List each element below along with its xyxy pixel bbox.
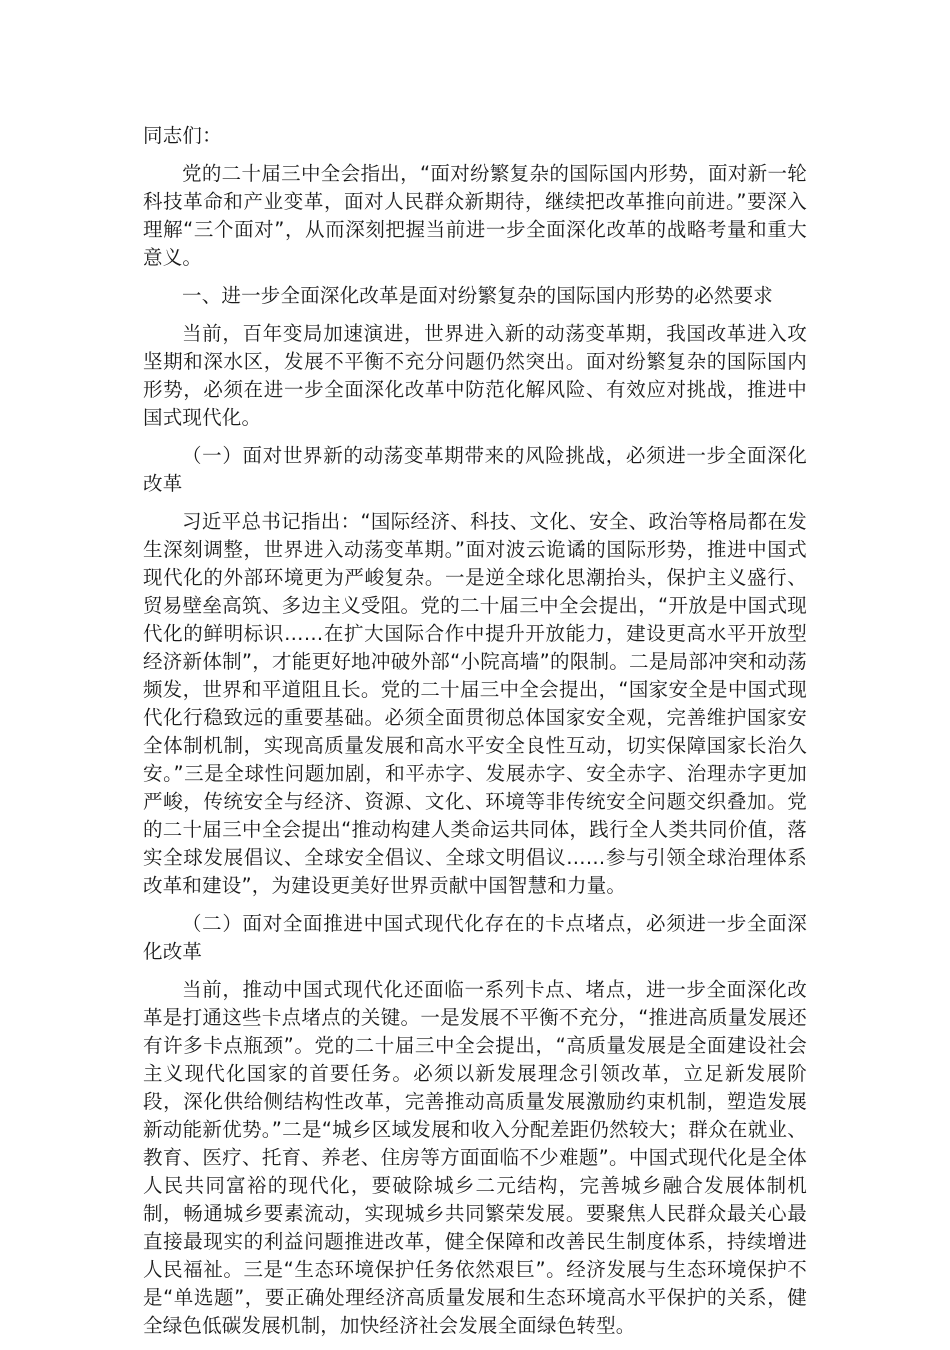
subsection-1-paragraph: 习近平总书记指出：“国际经济、科技、文化、安全、政治等格局都在发生深刻调整，世界进入动荡变革期。”面对波云诡谲的国际形势，推进中国式现代化的外部环境更为严峻复杂。一是逆全球化思潮抬头，保护主义盛行、贸易壁垒高筑、多边主义受阻。党的二十届三中全会提出，“开放是中国式现代化的鲜明标识……在扩大国际合作中提升开放能力，建设更高水平开放型经济新体制”，才能更好地冲破外部“小院高墙”的限制。二是局部冲突和动荡频发，世界和平道阻且长。党的二十届三中全会提出，“国家安全是中国式现代化行稳致远的重要基础。必须全面贯彻总体国家安全观，完善维护国家安全体制机制，实现高质量发展和高水平安全良性互动，切实保障国家长治久安。”三是全球性问题加剧，和平赤字、发展赤字、安全赤字、治理赤字更加严峻，传统安全与经济、资源、文化、环境等非传统安全问题交织叠加。党的二十届三中全会提出“推动构建人类命运共同体，践行全人类共同价值，落实全球发展倡议、全球安全倡议、全球文明倡议……参与引领全球治理体系改革和建设”，为建设更美好世界贡献中国智慧和力量。 [143,510,807,897]
intro-paragraph: 党的二十届三中全会指出，“面对纷繁复杂的国际国内形势，面对新一轮科技革命和产业变革，面对人民群众新期待，继续把改革推向前进。”要深入理解“三个面对”，从而深刻把握当前进一步全面深化改革的战略考量和重大意义。 [143,162,807,269]
subsection-2-paragraph: 当前，推动中国式现代化还面临一系列卡点、堵点，进一步全面深化改革是打通这些卡点堵点的关键。一是发展不平衡不充分，“推进高质量发展还有许多卡点瓶颈”。党的二十届三中全会提出，“高质量发展是全面建设社会主义现代化国家的首要任务。必须以新发展理念引领改革，立足新发展阶段，深化供给侧结构性改革，完善推动高质量发展激励约束机制，塑造发展新动能新优势。”二是“城乡区域发展和收入分配差距仍然较大；群众在就业、教育、医疗、托育、养老、住房等方面面临不少难题”。中国式现代化是全体人民共同富裕的现代化，要破除城乡二元结构，完善城乡融合发展体制机制，畅通城乡要素流动，实现城乡共同繁荣发展。要聚焦人民群众最关心最直接最现实的利益问题推进改革，健全保障和改善民生制度体系，持续增进人民福祉。三是“生态环境保护任务依然艰巨”。经济发展与生态环境保护不是“单选题”，要正确处理经济高质量发展和生态环境高水平保护的关系，健全绿色低碳发展机制，加快经济社会发展全面绿色转型。 [143,978,807,1337]
document-body [143,122,807,1350]
subsection-heading-1: （一）面对世界新的动荡变革期带来的风险挑战，必须进一步全面深化改革 [143,444,807,495]
section-1-paragraph: 当前，百年变局加速演进，世界进入新的动荡变革期，我国改革进入攻坚期和深水区，发展不平衡不充分问题仍然突出。面对纷繁复杂的国际国内形势，必须在进一步全面深化改革中防范化解风险、有效应对挑战，推进中国式现代化。 [143,322,807,429]
subsection-heading-2: （二）面对全面推进中国式现代化存在的卡点堵点，必须进一步全面深化改革 [143,912,807,963]
section-heading-1: 一、进一步全面深化改革是面对纷繁复杂的国际国内形势的必然要求 [182,284,774,307]
greeting: 同志们： [143,124,222,147]
